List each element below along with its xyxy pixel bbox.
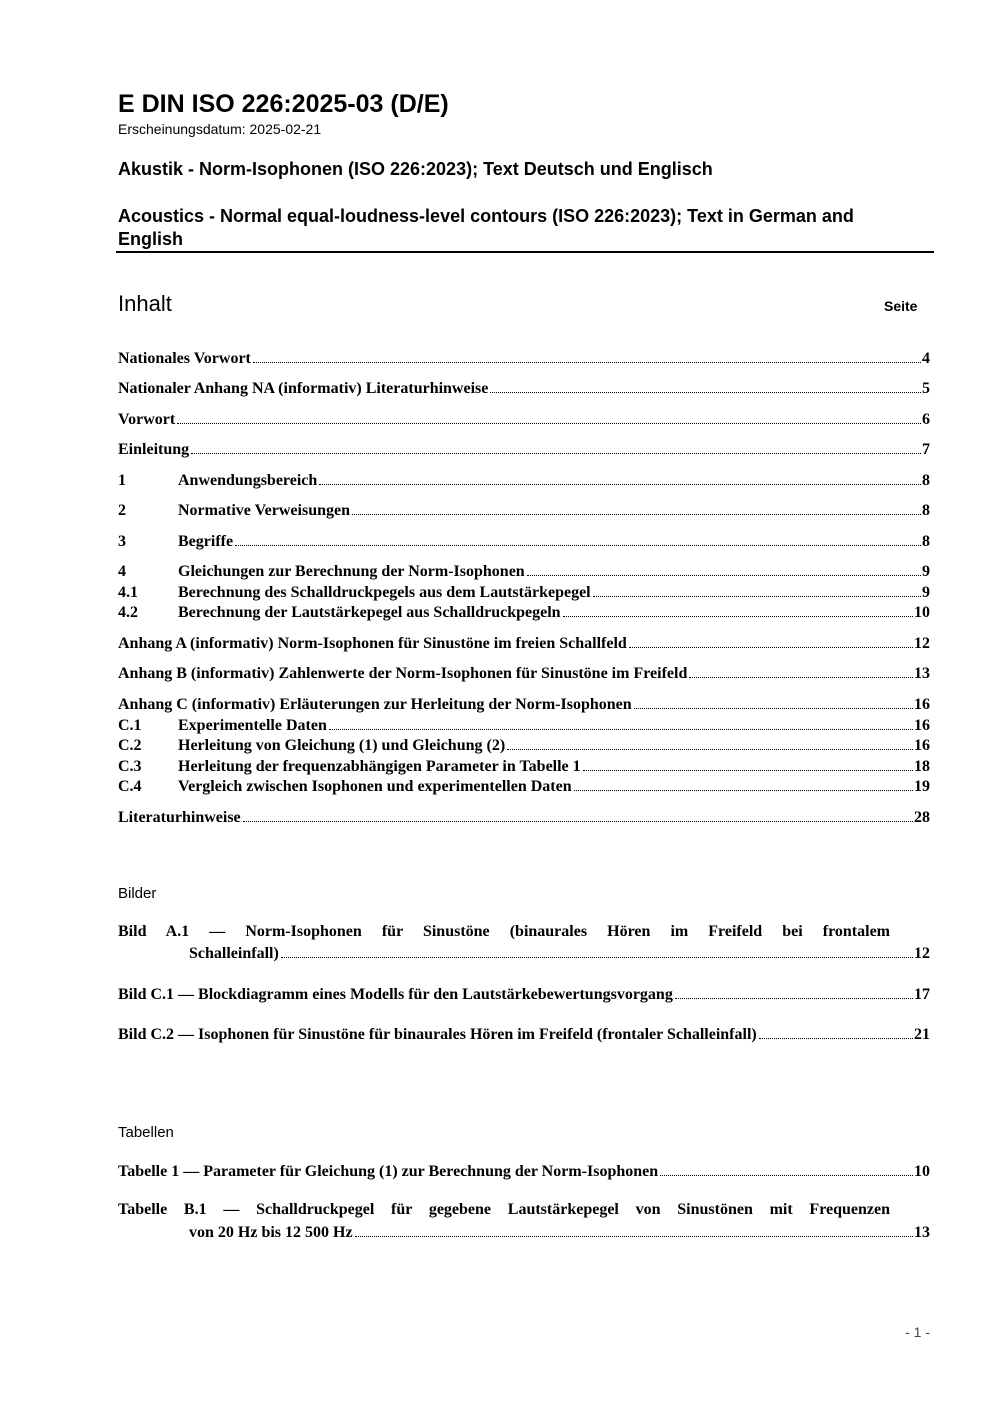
dot-leader [319, 484, 921, 485]
toc-section-number: C.2 [118, 737, 142, 754]
toc-page-number: 5 [922, 380, 930, 397]
toc-entry[interactable]: C.2 Herleitung von Gleichung (1) und Gleichung (2) 16 [118, 737, 930, 754]
toc-entry[interactable]: Anhang A (informativ) Norm-Isophonen für Sinustöne im freien Schallfeld 12 [118, 635, 930, 652]
figure-page-number: 12 [914, 945, 930, 962]
toc-entry[interactable]: 4.2 Berechnung der Lautstärkepegel aus Schalldruckpegeln 10 [118, 604, 930, 621]
dot-leader [355, 1236, 913, 1237]
toc-page-number: 13 [914, 665, 930, 682]
table-page-number: 10 [914, 1163, 930, 1180]
dot-leader [490, 392, 921, 393]
toc-entry[interactable]: 4 Gleichungen zur Berechnung der Norm-Isophonen 9 [118, 563, 930, 580]
toc-page-number: 16 [914, 717, 930, 734]
toc-section-number: C.3 [118, 758, 142, 775]
dot-leader [583, 770, 913, 771]
toc-entry[interactable]: Literaturhinweise 28 [118, 809, 930, 826]
figure-entry[interactable]: Bild C.2 — Isophonen für Sinustöne für binaurales Hören im Freifeld (frontaler Schalleinfall) 21 [118, 1026, 930, 1043]
toc-page-number: 8 [922, 472, 930, 489]
toc-page-number: 18 [914, 758, 930, 775]
dot-leader [574, 790, 913, 791]
toc-entry[interactable]: Einleitung 7 [118, 441, 930, 458]
toc-heading: Inhalt [118, 291, 172, 316]
toc-page-number: 12 [914, 635, 930, 652]
title-english: Acoustics - Normal equal-loudness-level contours (ISO 226:2023); Text in German and English [118, 206, 854, 249]
dot-leader [563, 616, 913, 617]
dot-leader [235, 545, 921, 546]
toc-page-number: 4 [922, 350, 930, 367]
dot-leader [507, 749, 913, 750]
toc-section-number: C.4 [118, 778, 142, 795]
toc-section-number: C.1 [118, 717, 142, 734]
toc-section-number: 4.1 [118, 584, 138, 601]
figures-section-label: Bilder [118, 885, 157, 902]
toc-entry[interactable]: Anhang C (informativ) Erläuterungen zur Herleitung der Norm-Isophonen 16 [118, 696, 930, 713]
dot-leader [593, 596, 921, 597]
toc-page-column-label: Seite [884, 298, 918, 314]
toc-page-number: 16 [914, 737, 930, 754]
toc-section-number: 4.2 [118, 604, 138, 621]
toc-section-number: 2 [118, 502, 126, 519]
toc-entry[interactable]: Vorwort 6 [118, 411, 930, 428]
toc-page-number: 10 [914, 604, 930, 621]
toc-page-number: 19 [914, 778, 930, 795]
toc-page-number: 16 [914, 696, 930, 713]
dot-leader [634, 708, 913, 709]
dot-leader [629, 647, 913, 648]
toc-entry[interactable]: Nationaler Anhang NA (informativ) Literaturhinweise 5 [118, 380, 930, 397]
toc-entry[interactable]: Nationales Vorwort 4 [118, 350, 930, 367]
toc-section-number: 1 [118, 472, 126, 489]
toc-entry[interactable]: C.3 Herleitung der frequenzabhängigen Parameter in Tabelle 1 18 [118, 758, 930, 775]
toc-entry[interactable]: 3 Begriffe 8 [118, 533, 930, 550]
dot-leader [660, 1175, 913, 1176]
toc-page-number: 7 [922, 441, 930, 458]
figure-entry-line1[interactable]: Bild A.1 — Norm-Isophonen für Sinustöne (binaurales Hören im Freifeld bei frontalem [118, 923, 890, 940]
title-german: Akustik - Norm-Isophonen (ISO 226:2023); Text Deutsch und Englisch [118, 159, 713, 179]
toc-page-number: 28 [914, 809, 930, 826]
dot-leader [689, 677, 913, 678]
dot-leader [675, 998, 913, 999]
dot-leader [191, 453, 921, 454]
dot-leader [243, 821, 913, 822]
figure-entry-line2[interactable]: Schalleinfall) 12 [189, 945, 930, 962]
header-divider [116, 251, 934, 253]
dot-leader [352, 514, 921, 515]
dot-leader [253, 362, 921, 363]
toc-page-number: 6 [922, 411, 930, 428]
tables-section-label: Tabellen [118, 1124, 174, 1141]
toc-page-number: 8 [922, 533, 930, 550]
toc-page-number: 9 [922, 563, 930, 580]
dot-leader [329, 729, 913, 730]
figure-page-number: 21 [914, 1026, 930, 1043]
page-number-footer: - 1 - [905, 1324, 930, 1340]
document-title: E DIN ISO 226:2025-03 (D/E) [118, 90, 449, 118]
dot-leader [281, 957, 913, 958]
figure-entry[interactable]: Bild C.1 — Blockdiagramm eines Modells für den Lautstärkebewertungsvorgang 17 [118, 986, 930, 1003]
toc-page-number: 8 [922, 502, 930, 519]
toc-section-number: 4 [118, 563, 126, 580]
table-entry-line2[interactable]: von 20 Hz bis 12 500 Hz 13 [189, 1224, 930, 1241]
toc-entry[interactable]: 4.1 Berechnung des Schalldruckpegels aus dem Lautstärkepegel 9 [118, 584, 930, 601]
toc-entry[interactable]: C.1 Experimentelle Daten 16 [118, 717, 930, 734]
toc-entry[interactable]: C.4 Vergleich zwischen Isophonen und experimentellen Daten 19 [118, 778, 930, 795]
dot-leader [759, 1038, 913, 1039]
dot-leader [177, 423, 921, 424]
toc-entry[interactable]: Anhang B (informativ) Zahlenwerte der Norm-Isophonen für Sinustöne im Freifeld 13 [118, 665, 930, 682]
toc-entry[interactable]: 1 Anwendungsbereich 8 [118, 472, 930, 489]
table-page-number: 13 [914, 1224, 930, 1241]
publication-date: Erscheinungsdatum: 2025-02-21 [118, 121, 322, 137]
toc-page-number: 9 [922, 584, 930, 601]
figure-page-number: 17 [914, 986, 930, 1003]
table-entry[interactable]: Tabelle 1 — Parameter für Gleichung (1) zur Berechnung der Norm-Isophonen 10 [118, 1163, 930, 1180]
toc-entry[interactable]: 2 Normative Verweisungen 8 [118, 502, 930, 519]
dot-leader [527, 575, 921, 576]
toc-section-number: 3 [118, 533, 126, 550]
table-entry-line1[interactable]: Tabelle B.1 — Schalldruckpegel für gegebene Lautstärkepegel von Sinustönen mit Frequenzen [118, 1201, 890, 1218]
